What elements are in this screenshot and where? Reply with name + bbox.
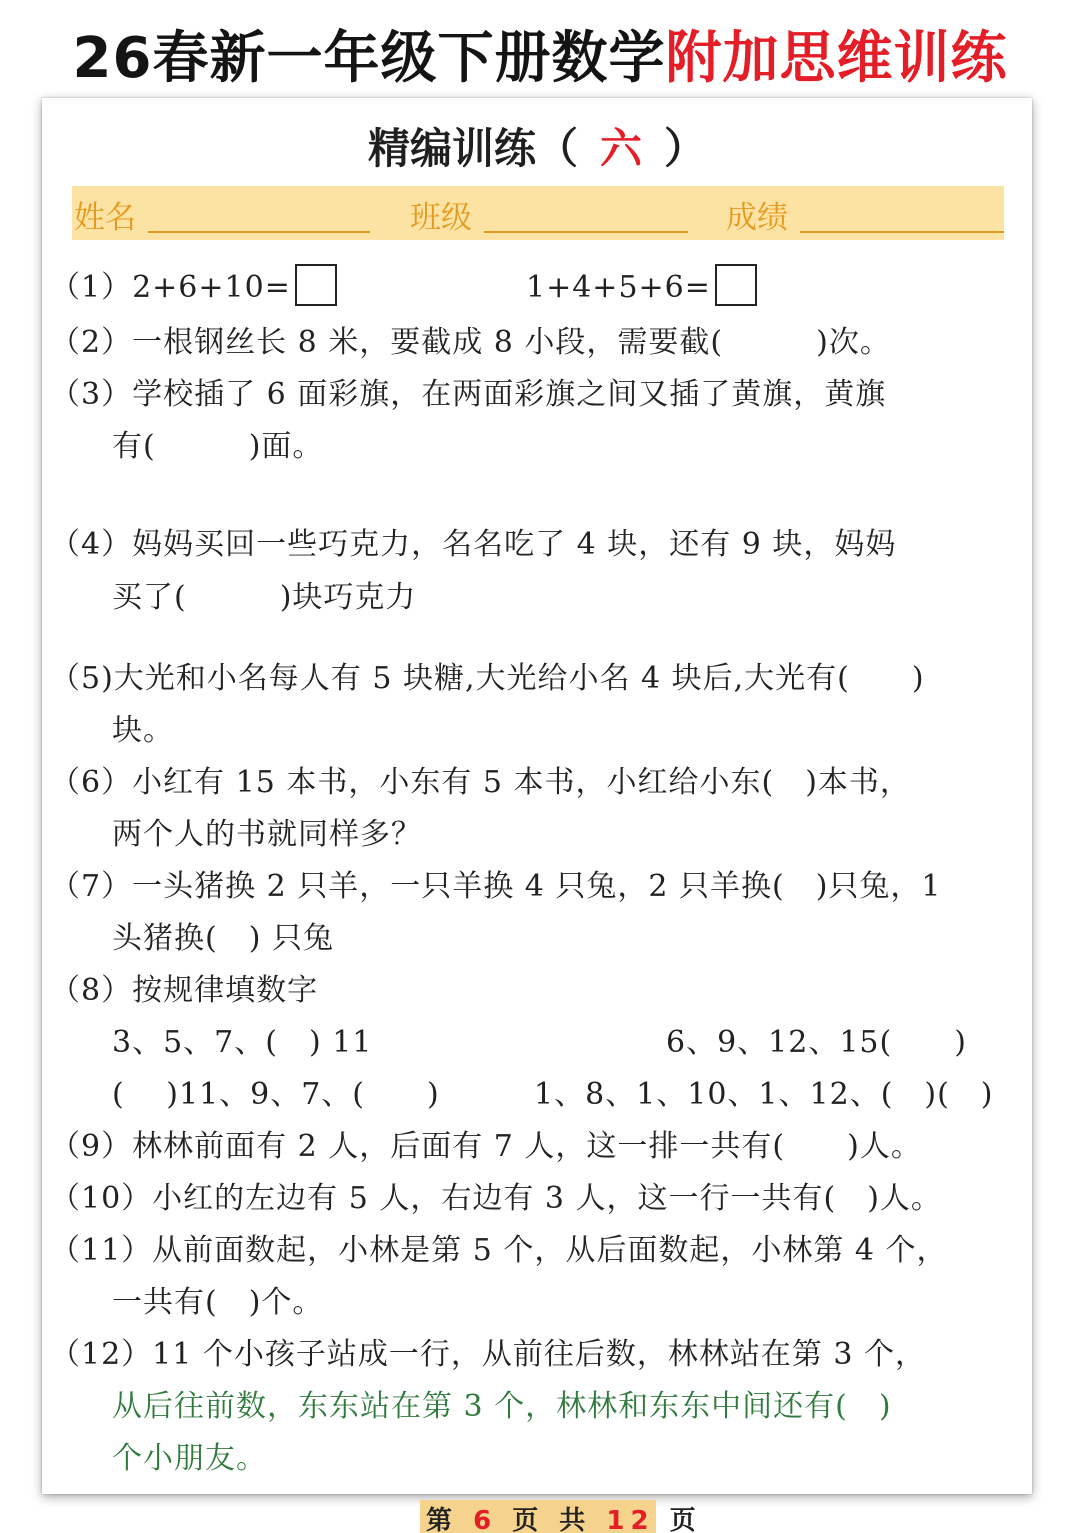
answer-box[interactable] <box>715 264 757 306</box>
question-11-line-2: 一共有( )个。 <box>112 1285 324 1320</box>
question-1b <box>526 268 926 310</box>
class-blank[interactable] <box>484 231 688 233</box>
question-7-line-2: 头猪换( ) 只兔 <box>112 921 334 956</box>
sequence-3: ( )11、9、7、( ) <box>112 1077 440 1112</box>
question-3-line-2: 有( )面。 <box>112 429 324 464</box>
banner-title-main: 26春新一年级下册数学 <box>72 26 666 91</box>
question-3-line-1: （3）学校插了 6 面彩旗，在两面彩旗之间又插了黄旗，黄旗 <box>50 377 887 412</box>
name-label: 姓名 <box>74 200 136 236</box>
question-9: （9）林林前面有 2 人，后面有 7 人，这一排一共有( )人。 <box>50 1129 922 1164</box>
worksheet-number: 六 <box>599 124 642 173</box>
worksheet-title-suffix: ） <box>664 124 707 173</box>
sequence-1: 3、5、7、( ) 11 <box>112 1025 373 1060</box>
worksheet <box>42 98 1032 1494</box>
banner-title-highlight: 附加思维训练 <box>665 26 1008 91</box>
worksheet-title-prefix: 精编训练（ <box>367 124 578 173</box>
question-12-line-2: 从后往前数，东东站在第 3 个，林林和东东中间还有( ) <box>112 1389 892 1424</box>
page-indicator-suffix: 页 <box>669 1506 702 1533</box>
question-6-line-1: （6）小红有 15 本书，小东有 5 本书，小红给小东( )本书， <box>50 765 911 800</box>
class-label: 班级 <box>410 200 472 236</box>
page-indicator <box>420 1500 702 1533</box>
question-1a-text: （1）2+6+10= <box>50 270 291 305</box>
question-10: （10）小红的左边有 5 人，右边有 3 人，这一行一共有( )人。 <box>50 1181 942 1216</box>
question-2: （2）一根钢丝长 8 米，要截成 8 小段，需要截( )次。 <box>50 325 891 360</box>
question-8: （8）按规律填数字 <box>50 973 319 1008</box>
student-info-bar <box>72 186 1004 240</box>
question-1b-text: 1+4+5+6= <box>526 270 711 305</box>
question-4-line-2: 买了( )块巧克力 <box>112 580 417 615</box>
page-indicator-middle: 页 共 <box>512 1506 592 1533</box>
question-7-line-1: （7）一头猪换 2 只羊，一只羊换 4 只兔，2 只羊换( )只兔，1 <box>50 869 942 904</box>
question-11-line-1: （11）从前面数起，小林是第 5 个，从后面数起，小林第 4 个， <box>50 1233 948 1268</box>
sequence-2: 6、9、12、15( ) <box>666 1025 967 1060</box>
score-label: 成绩 <box>726 200 788 236</box>
question-6-line-2: 两个人的书就同样多？ <box>112 817 422 852</box>
question-5-line-1: （5)大光和小名每人有 5 块糖,大光给小名 4 块后,大光有( ) <box>50 661 925 696</box>
worksheet-title <box>42 116 1032 176</box>
question-12-line-3: 个小朋友。 <box>112 1441 267 1476</box>
page-indicator-prefix: 第 <box>426 1506 459 1533</box>
name-blank[interactable] <box>148 231 370 233</box>
banner-title <box>0 14 1080 94</box>
question-12-line-1: （12）11 个小孩子站成一行，从前往后数，林林站在第 3 个， <box>50 1337 927 1372</box>
total-pages-number: 12 <box>606 1506 655 1533</box>
question-4-line-1: （4）妈妈买回一些巧克力，名名吃了 4 块，还有 9 块，妈妈 <box>50 527 897 562</box>
current-page-number: 6 <box>473 1506 498 1533</box>
answer-box[interactable] <box>295 264 337 306</box>
sequence-4: 1、8、1、10、1、12、( )( ) <box>534 1077 994 1112</box>
score-blank[interactable] <box>800 231 1004 233</box>
question-5-line-2: 块。 <box>112 713 174 748</box>
